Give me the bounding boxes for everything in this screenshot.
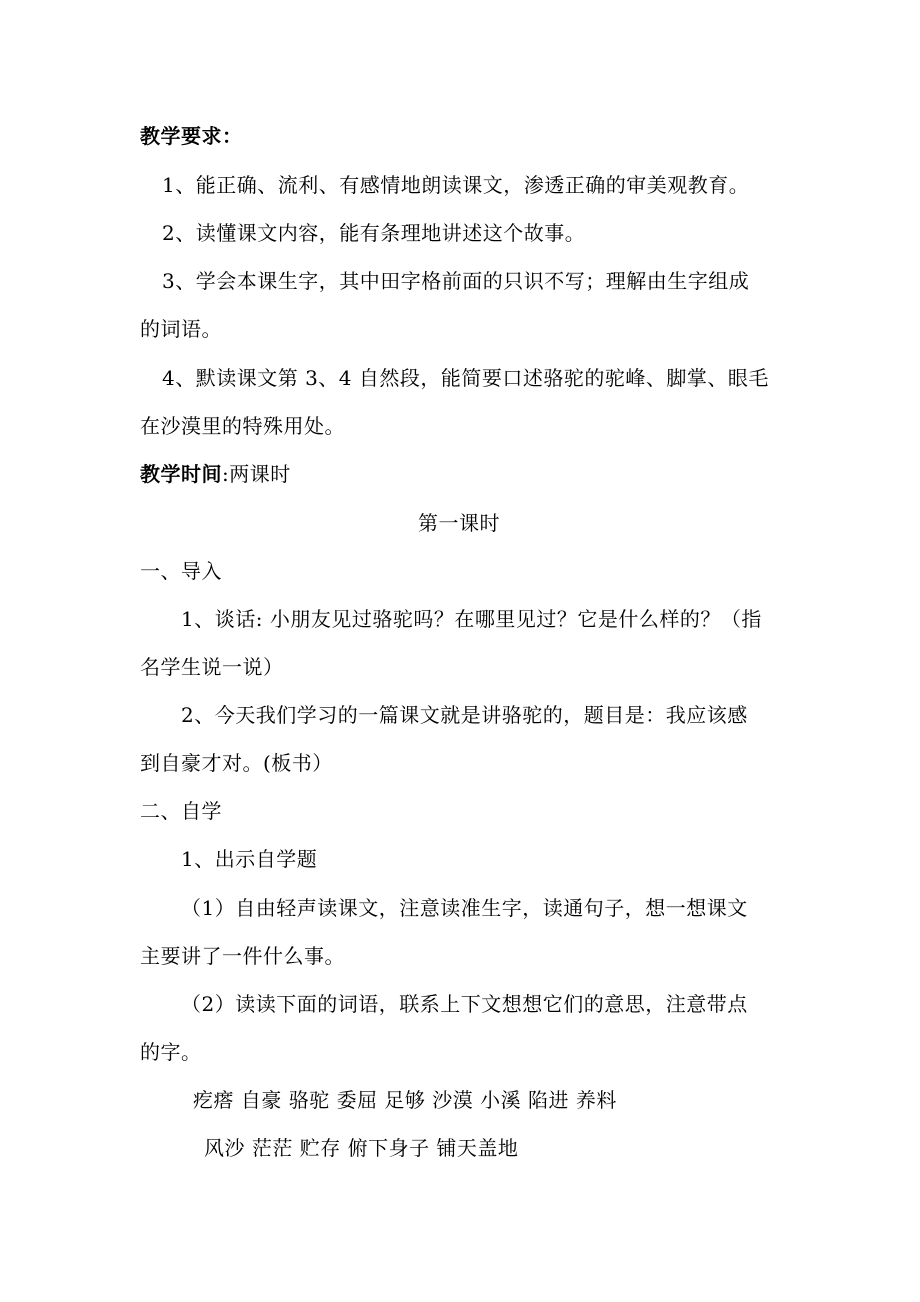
- self-study-question-2-continued: 的字。: [140, 1040, 202, 1064]
- requirement-item-2: 2、读懂课文内容，能有条理地讲述这个故事。: [162, 221, 586, 245]
- section-1-heading: 一、导入: [140, 559, 222, 583]
- section-1-paragraph-1-continued: 名学生说一说）: [140, 655, 284, 679]
- teaching-time-value: :两课时: [222, 462, 291, 486]
- requirements-heading: 教学要求：: [140, 124, 243, 148]
- section-1-paragraph-1: 1、谈话: 小朋友见过骆驼吗？在哪里见过？它是什么样的？（指: [181, 607, 762, 631]
- self-study-question-1: （1）自由轻声读课文，注意读准生字，读通句子，想一想课文: [181, 896, 748, 920]
- teaching-time-label: 教学时间: [140, 462, 222, 486]
- section-2-heading: 二、自学: [140, 799, 222, 823]
- self-study-subheading: 1、出示自学题: [181, 847, 318, 871]
- teaching-time: [140, 462, 291, 486]
- vocabulary-line-1: 疙瘩 自豪 骆驼 委屈 足够 沙漠 小溪 陷进 养料: [193, 1088, 617, 1112]
- section-1-paragraph-2: 2、今天我们学习的一篇课文就是讲骆驼的，题目是：我应该感: [181, 703, 748, 727]
- section-1-paragraph-2-continued: 到自豪才对。(板书）: [140, 751, 333, 775]
- lesson-title: 第一课时: [418, 511, 500, 535]
- self-study-question-2: （2）读读下面的词语，联系上下文想想它们的意思，注意带点: [181, 992, 748, 1016]
- requirement-item-4-continued: 在沙漠里的特殊用处。: [140, 414, 345, 438]
- vocabulary-line-2: 风沙 茫茫 贮存 俯下身子 铺天盖地: [204, 1136, 519, 1160]
- requirement-item-4: 4、默读课文第 3、4 自然段，能简要口述骆驼的驼峰、脚掌、眼毛: [162, 366, 769, 390]
- requirement-item-3-continued: 的词语。: [140, 317, 222, 341]
- self-study-question-1-continued: 主要讲了一件什么事。: [140, 944, 345, 968]
- requirement-item-1: 1、能正确、流利、有感情地朗读课文，渗透正确的审美观教育。: [162, 173, 750, 197]
- requirement-item-3: 3、学会本课生字，其中田字格前面的只识不写；理解由生字组成: [162, 269, 750, 293]
